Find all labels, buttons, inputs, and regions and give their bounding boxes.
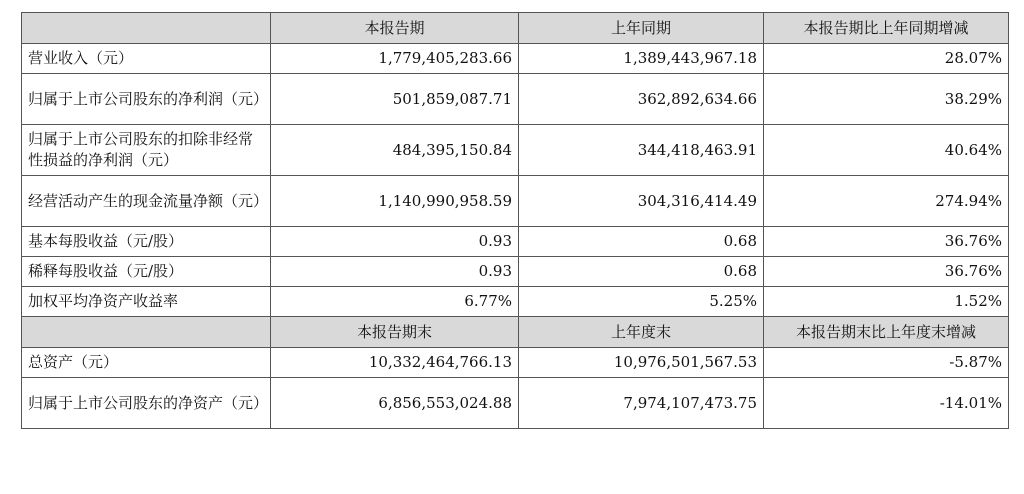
current-value: 1,779,405,283.66 — [271, 44, 519, 74]
row-label: 归属于上市公司股东的净资产（元） — [22, 378, 271, 429]
header-row-period — [22, 13, 1009, 44]
prior-value: 0.68 — [519, 227, 764, 257]
current-value: 501,859,087.71 — [271, 74, 519, 125]
table-row — [22, 287, 1009, 317]
header-blank-cell — [22, 13, 271, 44]
table-row — [22, 348, 1009, 378]
change-value: 28.07% — [764, 44, 1009, 74]
header-prior-year-end: 上年度末 — [519, 317, 764, 348]
header-change: 本报告期比上年同期增减 — [764, 13, 1009, 44]
row-label: 总资产（元） — [22, 348, 271, 378]
current-value: 6,856,553,024.88 — [271, 378, 519, 429]
change-value: 274.94% — [764, 176, 1009, 227]
row-label: 归属于上市公司股东的扣除非经常性损益的净利润（元） — [22, 125, 271, 176]
prior-value: 0.68 — [519, 257, 764, 287]
change-value: 36.76% — [764, 227, 1009, 257]
table-row — [22, 257, 1009, 287]
header-current-period-end: 本报告期末 — [271, 317, 519, 348]
prior-value: 304,316,414.49 — [519, 176, 764, 227]
table-row — [22, 74, 1009, 125]
row-label: 经营活动产生的现金流量净额（元） — [22, 176, 271, 227]
prior-value: 10,976,501,567.53 — [519, 348, 764, 378]
change-value: 38.29% — [764, 74, 1009, 125]
change-value: 40.64% — [764, 125, 1009, 176]
table-row — [22, 125, 1009, 176]
current-value: 6.77% — [271, 287, 519, 317]
table-row — [22, 44, 1009, 74]
row-label: 基本每股收益（元/股） — [22, 227, 271, 257]
current-value: 484,395,150.84 — [271, 125, 519, 176]
row-label: 归属于上市公司股东的净利润（元） — [22, 74, 271, 125]
table-row — [22, 227, 1009, 257]
current-value: 0.93 — [271, 227, 519, 257]
change-value: -14.01% — [764, 378, 1009, 429]
current-value: 1,140,990,958.59 — [271, 176, 519, 227]
row-label: 营业收入（元） — [22, 44, 271, 74]
table-row — [22, 378, 1009, 429]
prior-value: 362,892,634.66 — [519, 74, 764, 125]
prior-value: 1,389,443,967.18 — [519, 44, 764, 74]
change-value: 36.76% — [764, 257, 1009, 287]
header-change-period-end: 本报告期末比上年度末增减 — [764, 317, 1009, 348]
change-value: -5.87% — [764, 348, 1009, 378]
row-label: 稀释每股收益（元/股） — [22, 257, 271, 287]
prior-value: 5.25% — [519, 287, 764, 317]
financial-summary-table — [21, 12, 1009, 429]
financial-table-container — [21, 12, 1009, 429]
prior-value: 344,418,463.91 — [519, 125, 764, 176]
header-prior-period: 上年同期 — [519, 13, 764, 44]
table-row — [22, 176, 1009, 227]
header-row-period-end — [22, 317, 1009, 348]
change-value: 1.52% — [764, 287, 1009, 317]
current-value: 0.93 — [271, 257, 519, 287]
header-current-period: 本报告期 — [271, 13, 519, 44]
header-blank-cell — [22, 317, 271, 348]
prior-value: 7,974,107,473.75 — [519, 378, 764, 429]
current-value: 10,332,464,766.13 — [271, 348, 519, 378]
row-label: 加权平均净资产收益率 — [22, 287, 271, 317]
